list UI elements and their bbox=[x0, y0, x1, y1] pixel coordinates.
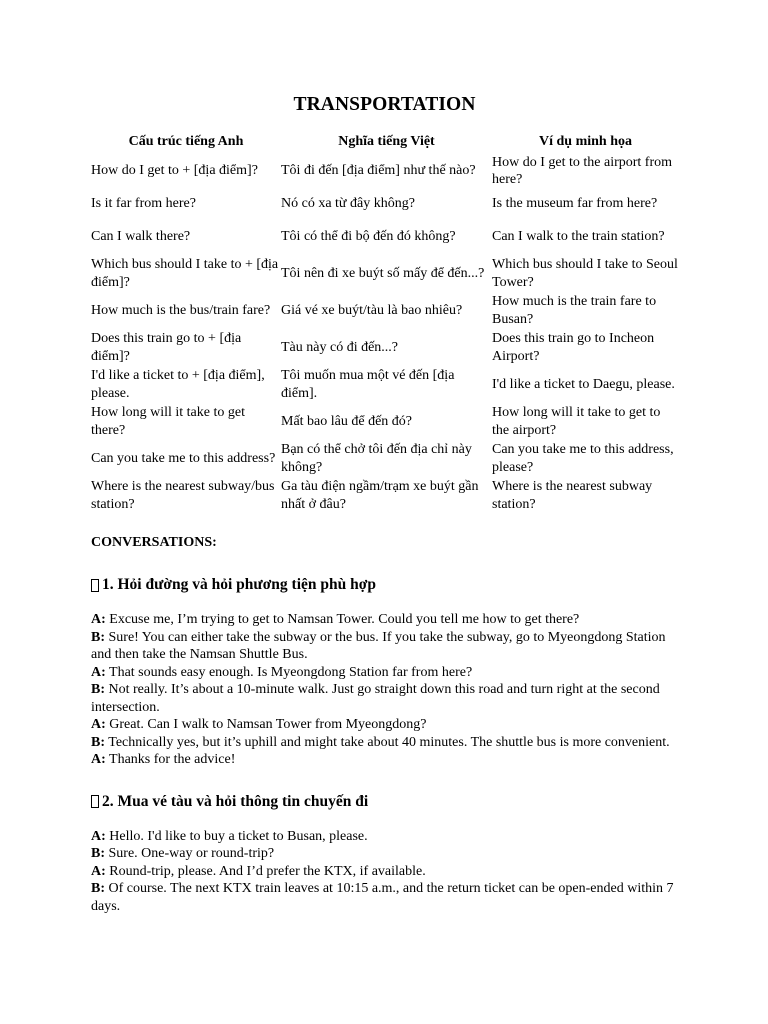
speaker-label: A: bbox=[91, 828, 106, 844]
speaker-label: B: bbox=[91, 846, 105, 861]
column-header-example: Ví dụ minh họa bbox=[539, 134, 632, 149]
dialog-text: Great. Can I walk to Namsan Tower from Myeongdong? bbox=[105, 717, 427, 732]
table-cell-example: How do I get to the airport from here? bbox=[492, 154, 673, 187]
dialog-line bbox=[91, 716, 678, 734]
speaker-label: B: bbox=[91, 682, 105, 697]
dialog-line bbox=[91, 845, 678, 863]
speaker-label: A: bbox=[91, 664, 106, 680]
table-cell-english: Which bus should I take to + [địa điểm]? bbox=[91, 257, 279, 290]
table-row bbox=[91, 403, 679, 440]
conversation-heading-1 bbox=[91, 575, 678, 595]
table-cell-example: How long will it take to get to the airport? bbox=[492, 405, 661, 438]
speaker-label: A: bbox=[91, 863, 106, 879]
table-cell-vietnamese: Tôi muốn mua một vé đến [địa điểm]. bbox=[281, 368, 455, 401]
dialog-line bbox=[91, 681, 678, 716]
dialog-line bbox=[91, 611, 678, 629]
speaker-label: A: bbox=[91, 717, 106, 732]
table-cell-example: Is the museum far from here? bbox=[492, 196, 658, 211]
dialog-line bbox=[91, 664, 678, 682]
table-cell-example: How much is the train fare to Busan? bbox=[492, 294, 657, 327]
dialog-text: Not really. It’s about a 10-minute walk. Just go straight down this road and turn right at the second intersection. bbox=[91, 682, 660, 715]
dialog-text: Sure. One-way or round-trip? bbox=[105, 846, 275, 861]
table-cell-english: Does this train go to + [địa điểm]? bbox=[91, 331, 242, 364]
dialog-line bbox=[91, 734, 678, 752]
table-cell-english: Is it far from here? bbox=[91, 196, 196, 211]
pin-icon bbox=[91, 795, 99, 808]
table-cell-example: I'd like a ticket to Daegu, please. bbox=[492, 376, 675, 392]
table-cell-english: Can you take me to this address? bbox=[91, 450, 276, 466]
table-cell-vietnamese: Tàu này có đi đến...? bbox=[281, 339, 399, 355]
table-cell-english: How much is the bus/train fare? bbox=[91, 302, 271, 318]
table-cell-vietnamese: Nó có xa từ đây không? bbox=[281, 196, 415, 211]
table-row bbox=[91, 440, 679, 477]
table-cell-vietnamese: Ga tàu điện ngầm/trạm xe buýt gần nhất ở đâu? bbox=[281, 479, 479, 512]
table-cell-english: How long will it take to get there? bbox=[91, 405, 245, 438]
dialog-text: Hello. I'd like to buy a ticket to Busan, please. bbox=[105, 828, 368, 844]
table-cell-example: Can I walk to the train station? bbox=[492, 228, 665, 244]
dialog-line bbox=[91, 629, 678, 664]
table-row bbox=[91, 292, 679, 329]
conversation-heading-2 bbox=[91, 792, 678, 812]
speaker-label: B: bbox=[91, 881, 105, 896]
dialog-line bbox=[91, 828, 678, 846]
table-row bbox=[91, 153, 679, 190]
table-cell-english: Where is the nearest subway/bus station? bbox=[91, 479, 275, 512]
column-header-vietnamese: Nghĩa tiếng Việt bbox=[338, 134, 435, 149]
table-cell-vietnamese: Tôi có thể đi bộ đến đó không? bbox=[281, 228, 456, 244]
conversation-dialog-2 bbox=[91, 828, 678, 916]
table-row bbox=[91, 218, 679, 255]
table-cell-example: Which bus should I take to Seoul Tower? bbox=[492, 257, 678, 290]
dialog-text: That sounds easy enough. Is Myeongdong Station far from here? bbox=[105, 664, 473, 680]
conversation-title: 2. Mua vé tàu và hỏi thông tin chuyến đi bbox=[102, 792, 369, 810]
table-cell-vietnamese: Giá vé xe buýt/tàu là bao nhiêu? bbox=[281, 302, 463, 318]
table-cell-english: I'd like a ticket to + [địa điểm], please. bbox=[91, 368, 265, 401]
pin-icon bbox=[91, 579, 99, 592]
table-cell-example: Can you take me to this address, please? bbox=[492, 442, 674, 475]
conversations-label: CONVERSATIONS: bbox=[91, 535, 217, 550]
speaker-label: A: bbox=[91, 612, 106, 627]
table-cell-vietnamese: Mất bao lâu để đến đó? bbox=[281, 413, 413, 429]
dialog-text: Of course. The next KTX train leaves at 10:15 a.m., and the return ticket can be open-ended within 7 days. bbox=[91, 881, 674, 914]
dialog-line bbox=[91, 880, 678, 915]
speaker-label: A: bbox=[91, 752, 106, 767]
speaker-label: B: bbox=[91, 629, 105, 645]
dialog-text: Excuse me, I’m trying to get to Namsan Tower. Could you tell me how to get there? bbox=[105, 612, 580, 627]
table-cell-example: Where is the nearest subway station? bbox=[492, 479, 653, 512]
column-header-english: Cấu trúc tiếng Anh bbox=[128, 134, 244, 149]
phrase-table bbox=[91, 133, 679, 514]
dialog-text: Technically yes, but it’s uphill and might take about 40 minutes. The shuttle bus is more convenient. bbox=[105, 734, 670, 750]
table-cell-english: Can I walk there? bbox=[91, 228, 191, 244]
table-cell-example: Does this train go to Incheon Airport? bbox=[492, 331, 655, 364]
table-header-row bbox=[91, 133, 679, 153]
table-cell-vietnamese: Bạn có thể chở tôi đến địa chỉ này không? bbox=[281, 442, 472, 475]
table-row bbox=[91, 329, 679, 366]
table-cell-vietnamese: Tôi đi đến [địa điểm] như thế nào? bbox=[281, 163, 476, 179]
dialog-line bbox=[91, 751, 678, 769]
table-row bbox=[91, 255, 679, 292]
conversation-title: 1. Hỏi đường và hỏi phương tiện phù hợp bbox=[102, 576, 376, 594]
dialog-line bbox=[91, 863, 678, 881]
table-row bbox=[91, 366, 679, 403]
table-cell-english: How do I get to + [địa điểm]? bbox=[91, 163, 258, 179]
table-row bbox=[91, 190, 679, 219]
dialog-text: Sure! You can either take the subway or the bus. If you take the subway, go to Myeongdong Station and then take the Namsan Shuttle Bus. bbox=[91, 629, 666, 662]
speaker-label: B: bbox=[91, 734, 105, 750]
table-cell-vietnamese: Tôi nên đi xe buýt số mấy để đến...? bbox=[281, 265, 485, 281]
conversation-dialog-1 bbox=[91, 611, 678, 769]
document-title: TRANSPORTATION bbox=[293, 94, 476, 115]
table-row bbox=[91, 477, 679, 514]
dialog-text: Thanks for the advice! bbox=[105, 752, 236, 767]
dialog-text: Round-trip, please. And I’d prefer the KTX, if available. bbox=[105, 863, 426, 879]
